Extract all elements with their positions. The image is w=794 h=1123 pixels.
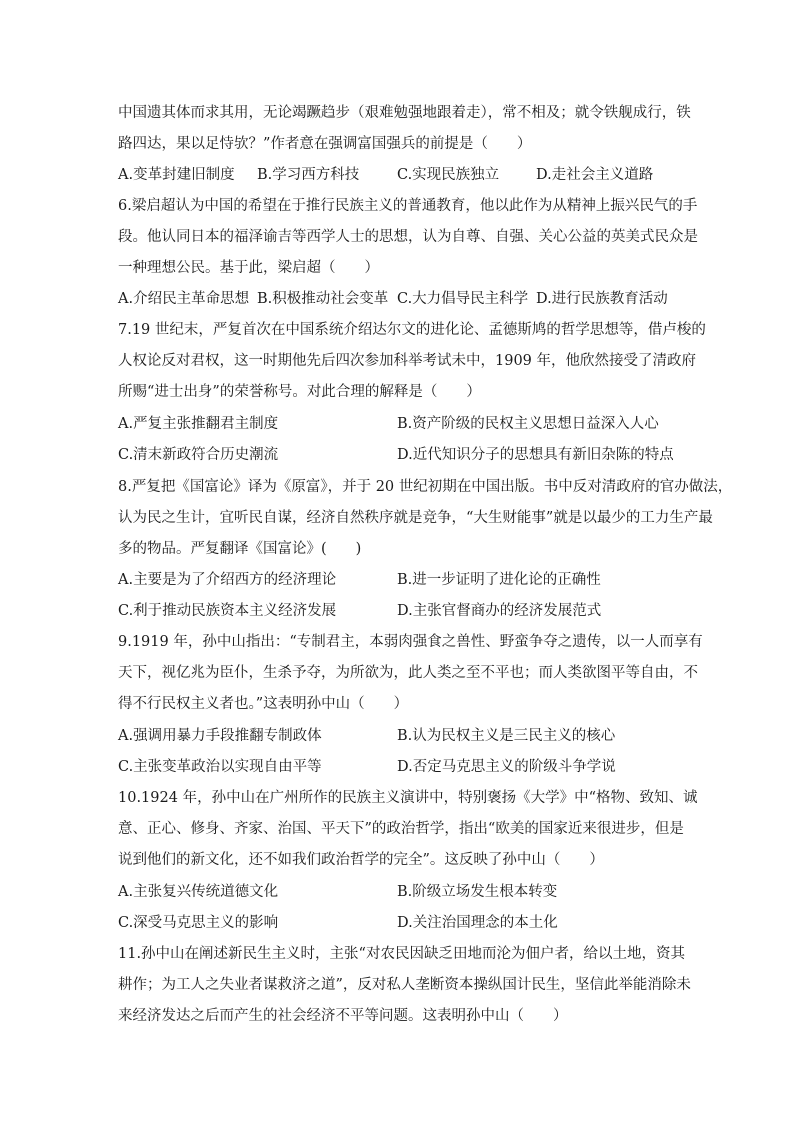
question-10-stem-line: 意、正心、修身、齐家、治国、平天下”的政治哲学，指出“欧美的国家近来很进步，但是 <box>118 821 684 837</box>
question-8-stem-line: 多的物品。严复翻译《国富论》( ) <box>118 541 362 557</box>
question-11-stem-line: 耕作；为工人之失业者谋救济之道”，反对私人垄断资本操纵国计民生，坚信此举能消除未 <box>118 977 691 993</box>
question-7-option-d: D.近代知识分子的思想具有新旧杂陈的特点 <box>397 447 674 463</box>
question-7-stem-line: 7.19 世纪末，严复首次在中国系统介绍达尔文的进化论、孟德斯鸠的哲学思想等，借卢梭的 <box>118 322 706 338</box>
question-6-stem-line: 6.梁启超认为中国的希望在于推行民族主义的普通教育，他以此作为从精神上振兴民气的手 <box>118 198 698 214</box>
question-5-option-b: B.学习西方科技 <box>257 167 360 183</box>
question-8-stem-line: 8.严复把《国富论》译为《原富》，并于 20 世纪初期在中国出版。书中反对清政府的官办做法， <box>118 479 733 495</box>
question-6-option-a: A.介绍民主革命思想 <box>118 291 250 307</box>
question-10-stem-line: 说到他们的新文化，还不如我们政治哲学的完全”。这反映了孙中山（ ） <box>118 852 604 868</box>
question-10-option-b: B.阶级立场发生根本转变 <box>397 884 558 900</box>
question-9-option-c: C.主张变革政治以实现自由平等 <box>118 759 322 775</box>
question-10-option-c: C.深受马克思主义的影响 <box>118 915 279 931</box>
question-8-stem-line: 认为民之生计，宜听民自谋，经济自然秩序就是竞争，“大生财能事”就是以最少的工力生产最 <box>118 510 713 526</box>
question-8-option-b: B.进一步证明了进化论的正确性 <box>397 572 601 588</box>
question-10-option-a: A.主张复兴传统道德文化 <box>118 884 279 900</box>
question-5-stem-line: 中国遗其体而求其用，无论竭蹶趋步（艰难勉强地跟着走），常不相及；就令铁舰成行，铁 <box>118 105 691 121</box>
question-9-option-d: D.否定马克思主义的阶级斗争学说 <box>397 759 616 775</box>
question-5-option-d: D.走社会主义道路 <box>536 167 654 183</box>
question-5-option-c: C.实现民族独立 <box>397 167 500 183</box>
question-7-option-c: C.清末新政符合历史潮流 <box>118 447 279 463</box>
question-7-stem-line: 所赐“进士出身”的荣誉称号。对此合理的解释是（ ） <box>118 384 481 400</box>
question-8-option-a: A.主要是为了介绍西方的经济理论 <box>118 572 337 588</box>
question-10-stem-line: 10.1924 年，孙中山在广州所作的民族主义演讲中，特别褒扬《大学》中“格物、致知、诚 <box>118 790 698 806</box>
question-9-option-a: A.强调用暴力手段推翻专制政体 <box>118 728 322 744</box>
question-5-stem-line: 路四达，果以足恃欤？”作者意在强调富国强兵的前提是（ ） <box>118 136 532 152</box>
question-5-option-a: A.变革封建旧制度 <box>118 167 235 183</box>
question-6-option-c: C.大力倡导民主科学 <box>397 291 529 307</box>
question-6-option-d: D.进行民族教育活动 <box>536 291 668 307</box>
question-8-option-c: C.利于推动民族资本主义经济发展 <box>118 603 337 619</box>
question-9-option-b: B.认为民权主义是三民主义的核心 <box>397 728 616 744</box>
question-6-stem-line: 一种理想公民。基于此，梁启超（ ） <box>118 260 379 276</box>
question-7-stem-line: 人权论反对君权，这一时期他先后四次参加科举考试未中，1909 年，他欣然接受了清政府 <box>118 353 697 369</box>
question-7-option-b: B.资产阶级的民权主义思想日益深入人心 <box>397 416 659 432</box>
question-11-stem-line: 来经济发达之后而产生的社会经济不平等问题。这表明孙中山（ ） <box>118 1008 568 1024</box>
question-9-stem-line: 得不行民权主义者也。”这表明孙中山（ ） <box>118 696 409 712</box>
question-10-option-d: D.关注治国理念的本土化 <box>397 915 558 931</box>
question-6-stem-line: 段。他认同日本的福泽谕吉等西学人士的思想，认为自尊、自强、关心公益的英美式民众是 <box>118 229 698 245</box>
question-11-stem-line: 11.孙中山在阐述新民生主义时，主张“对农民因缺乏田地而沦为佃户者，给以土地，资其 <box>118 946 685 962</box>
question-7-option-a: A.严复主张推翻君主制度 <box>118 416 279 432</box>
question-6-option-b: B.积极推动社会变革 <box>257 291 389 307</box>
question-9-stem-line: 天下，视亿兆为臣仆，生杀予夺，为所欲为，此人类之至不平也；而人类欲图平等自由，不 <box>118 665 698 681</box>
question-9-stem-line: 9.1919 年，孙中山指出：“专制君主，本弱肉强食之兽性、野蛮争夺之遗传，以一人而享有 <box>118 634 703 650</box>
question-8-option-d: D.主张官督商办的经济发展范式 <box>397 603 602 619</box>
